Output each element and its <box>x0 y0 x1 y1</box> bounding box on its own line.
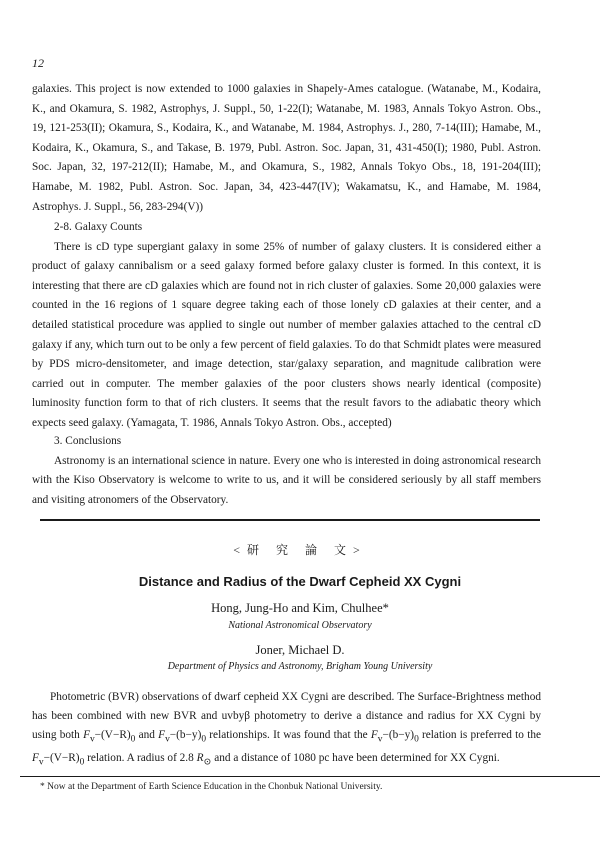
section-heading: 3. Conclusions <box>54 435 122 447</box>
section-conclusions <box>32 432 541 510</box>
math-subscript: 0 <box>79 757 85 768</box>
math-subscript: ⊙ <box>203 757 212 768</box>
article-title: Distance and Radius of the Dwarf Cepheid XX Cygni <box>138 574 462 589</box>
math-subscript: 0 <box>414 734 419 745</box>
math-symbol: R <box>196 752 204 765</box>
abstract-text: Photometric (BVR) observations of dwarf cepheid XX Cygni are described. The Surface-Brightness method has been combined with new BVR and uvbyβ photometry to derive a distance and radius for XX Cygni by using both <box>32 691 541 741</box>
abstract-text: and <box>135 729 159 741</box>
math-subscript: v <box>38 757 44 768</box>
references-text: galaxies. This project is now extended to 1000 galaxies in Shapely-Ames catalogue. (Watanabe, M., Kodaira, K., and Okamura, S. 1982, Astrophys, J. Suppl., 50, 1-22(I); Watanabe, M. 1983, Annals Tokyo Astron. Obs., 19, 121-253(II); Okamura, S., Kodaira, K., and Watanabe, M. 1984, Astrophys. J., 280, 7-14(III); Hamabe, M., Kodaira, K., Okamura, S., and Takase, B. 1979, Publ. Astron. Soc. Japan, 31, 431-450(I); 1980, Publ. Astron. Soc. Japan, 32, 197-212(II); Hamabe, M., and Okamura, S., 1982, Annals Tokyo Obs., 18, 191-204(III); Hamabe, M. 1982, Publ. Astron. Soc. Japan, 34, 423-447(IV); Wakamatsu, K., and Hamabe, M. 1984, Astrophys. J. Suppl., 56, 283-294(V)) <box>32 83 541 213</box>
abstract-text: relationships. It was found that the <box>206 729 371 741</box>
footnote-divider <box>20 776 600 777</box>
section-divider <box>40 519 540 521</box>
math-expression: −(V−R) <box>43 752 80 765</box>
section-body: Astronomy is an international science in nature. Every one who is interested in doing astronomical research with the Kiso Observatory is welcome to write to us, and it will be considered seriously by all staff members and visiting atronomers of the Observatory. <box>32 454 541 506</box>
math-symbol: F <box>32 752 39 765</box>
affiliation-2: Department of Physics and Astronomy, Brigham Young University <box>167 661 433 672</box>
abstract-text: and a distance of 1080 pc have been determined for XX Cygni. <box>211 752 500 765</box>
author-line-2: Joner, Michael D. <box>255 643 345 657</box>
section-heading: 2-8. Galaxy Counts <box>54 221 143 233</box>
math-subscript: 0 <box>130 734 136 745</box>
math-subscript: v <box>165 734 170 745</box>
footnote: * Now at the Department of Earth Science Education in the Chonbuk National University. <box>40 782 383 792</box>
math-symbol: F <box>370 729 378 741</box>
abstract-text: relation. A radius of 2.8 <box>84 752 197 765</box>
math-symbol: F <box>158 729 166 741</box>
math-symbol: F <box>83 729 90 741</box>
article-category: <研 究 論 文> <box>233 543 367 557</box>
section-galaxy-counts <box>32 218 541 434</box>
math-subscript: v <box>89 734 95 745</box>
page-number: 12 <box>32 56 44 70</box>
math-expression: −(b−y) <box>382 729 415 741</box>
section-body: There is cD type supergiant galaxy in some 25% of number of galaxy clusters. It is considered either a product of galaxy cannibalism or a seed galaxy formed before galaxy cluster is formed. In this context, it is interesting that there are cD galaxies which are found not in rich cluster of galaxies. Some 20,000 galaxies were counted in the 16 regions of 1 square degree taking each of those lonely cD galaxies at their center, and a detailed statistical procedure was applied to single out number of member galaxies attached to the central cD galaxy if any, which turn out to be only a few percent of field galaxies. To do that Schmidt plates were measured by PDS micro-densitometer, and image detection, star/galaxy separation, and magnitude calibration were carried out in computer. The member galaxies of the poor clusters shows nearly identical (composite) luminosity function form to that of rich clusters. It seems that the result favors to the adiabatic theory which expects seed galaxy. (Yamagata, T. 1986, Annals Tokyo Astron. Obs., accepted) <box>32 240 541 429</box>
math-subscript: v <box>377 734 383 745</box>
affiliation-1: National Astronomical Observatory <box>228 620 372 631</box>
abstract-text: relation is preferred to the <box>418 729 541 741</box>
author-line-1: Hong, Jung-Ho and Kim, Chulhee* <box>211 601 389 615</box>
math-expression: −(b−y) <box>169 729 202 741</box>
references-paragraph <box>32 80 541 217</box>
abstract <box>32 688 541 773</box>
math-subscript: 0 <box>201 734 207 745</box>
math-expression: −(V−R) <box>94 729 131 741</box>
